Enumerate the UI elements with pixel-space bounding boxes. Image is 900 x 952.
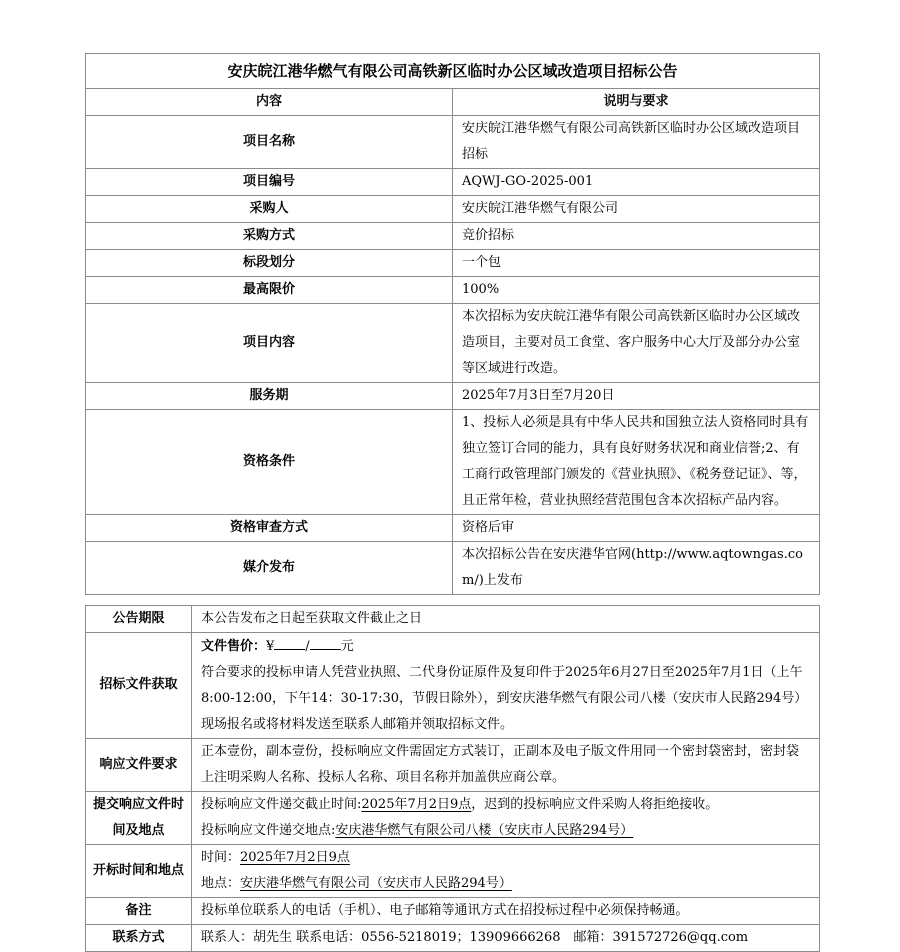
submission-deadline-line [201,792,809,818]
project-number-value: AQWJ-GO-2025-001 [453,169,820,196]
table-gap [85,595,820,605]
bid-opening-place-line [201,871,809,897]
remark-value: 投标单位联系人的电话（手机）、电子邮箱等通讯方式在招投标过程中必须保持畅通。 [192,897,820,924]
max-price-value: 100% [453,277,820,304]
announcement-table [85,53,820,595]
row-contact [86,924,820,951]
row-media-release [86,542,820,595]
project-name-label: 项目名称 [86,116,453,169]
submission-deadline-prefix: 投标响应文件递交截止时间: [201,796,362,812]
qualification-review-value: 资格后审 [453,515,820,542]
row-qualification [86,410,820,515]
qualification-label: 资格条件 [86,410,453,515]
doc-price-line [201,633,809,660]
row-purchaser [86,196,820,223]
row-project-name [86,116,820,169]
response-doc-req-label: 响应文件要求 [86,738,192,791]
bid-opening-time-line [201,845,809,871]
submission-location-line [201,818,809,844]
contact-value: 联系人：胡先生 联系电话：0556-5218019；13909666268 邮箱：391572726@qq.com [192,924,820,951]
response-doc-req-value: 正本壹份，副本壹份，投标响应文件需固定方式装订，正副本及电子版文件用同一个密封袋密封，密封袋上注明采购人名称、投标人名称、项目名称并加盖供应商公章。 [192,738,820,791]
bid-opening-value [192,844,820,897]
qualification-review-label: 资格审查方式 [86,515,453,542]
submission-deadline-value: 2025年7月2日9点 [361,796,472,812]
remark-label: 备注 [86,897,192,924]
row-announcement-period [86,606,820,633]
row-response-doc-req [86,738,820,791]
header-content-label: 内容 [86,89,453,116]
qualification-value: 1、投标人必须是具有中华人民共和国独立法人资格同时具有独立签订合同的能力，具有良好财务状况和商业信誉;2、有工商行政管理部门颁发的《营业执照》、《税务登记证》、等，且正常年检，营业执照经营范围包含本次招标产品内容。 [453,410,820,515]
doc-acquisition-label: 招标文件获取 [86,633,192,739]
schedule-table [85,605,820,952]
project-number-label: 项目编号 [86,169,453,196]
price-blank-1 [274,633,305,650]
page-title: 安庆皖江港华燃气有限公司高铁新区临时办公区域改造项目招标公告 [86,54,820,89]
row-submission [86,791,820,844]
procurement-method-value: 竞价招标 [453,223,820,250]
doc-acquisition-value [192,633,820,739]
media-release-value: 本次招标公告在安庆港华官网(http://www.aqtowngas.com/)上发布 [453,542,820,595]
tender-announcement-document [85,53,820,952]
submission-location-prefix: 投标响应文件递交地点: [201,822,336,838]
lot-division-value: 一个包 [453,250,820,277]
row-max-price [86,277,820,304]
purchaser-label: 采购人 [86,196,453,223]
price-unit: 元 [340,638,354,654]
service-period-label: 服务期 [86,383,453,410]
currency-symbol: ¥ [266,638,275,654]
row-procurement-method [86,223,820,250]
submission-value [192,791,820,844]
doc-acquisition-detail: 符合要求的投标申请人凭营业执照、二代身份证原件及复印件于2025年6月27日至2025年7月1日（上午8:00-12:00，下午14：30-17:30，节假日除外），到安庆港华燃气有限公司八楼（安庆市人民路294号）现场报名或将材料发送至联系人邮箱并领取招标文件。 [201,664,808,732]
bid-opening-time-prefix: 时间： [201,849,241,865]
row-project-number [86,169,820,196]
announcement-period-label: 公告期限 [86,606,192,633]
doc-price-label: 文件售价： [201,638,267,654]
bid-opening-time-value: 2025年7月2日9点 [240,849,350,865]
submission-location-value: 安庆港华燃气有限公司八楼（安庆市人民路294号） [335,822,634,838]
bid-opening-label: 开标时间和地点 [86,844,192,897]
row-service-period [86,383,820,410]
purchaser-value: 安庆皖江港华燃气有限公司 [453,196,820,223]
bid-opening-place-value: 安庆港华燃气有限公司（安庆市人民路294号） [240,875,512,891]
row-remark [86,897,820,924]
max-price-label: 最高限价 [86,277,453,304]
row-doc-acquisition [86,633,820,739]
project-content-value: 本次招标为安庆皖江港华有限公司高铁新区临时办公区域改造项目，主要对员工食堂、客户服务中心大厅及部分办公室等区域进行改造。 [453,304,820,383]
price-blank-2 [310,633,341,650]
price-slash: / [305,638,310,654]
project-name-value: 安庆皖江港华燃气有限公司高铁新区临时办公区域改造项目招标 [453,116,820,169]
submission-deadline-suffix: ，迟到的投标响应文件采购人将拒绝接收。 [471,796,719,812]
title-row [86,54,820,89]
service-period-value: 2025年7月3日至7月20日 [453,383,820,410]
submission-label: 提交响应文件时间及地点 [86,791,192,844]
announcement-period-value: 本公告发布之日起至获取文件截止之日 [192,606,820,633]
procurement-method-label: 采购方式 [86,223,453,250]
row-lot-division [86,250,820,277]
row-project-content [86,304,820,383]
project-content-label: 项目内容 [86,304,453,383]
header-requirements-label: 说明与要求 [453,89,820,116]
row-bid-opening [86,844,820,897]
bid-opening-place-prefix: 地点： [201,875,241,891]
lot-division-label: 标段划分 [86,250,453,277]
media-release-label: 媒介发布 [86,542,453,595]
table-header-row [86,89,820,116]
row-qualification-review [86,515,820,542]
contact-label: 联系方式 [86,924,192,951]
